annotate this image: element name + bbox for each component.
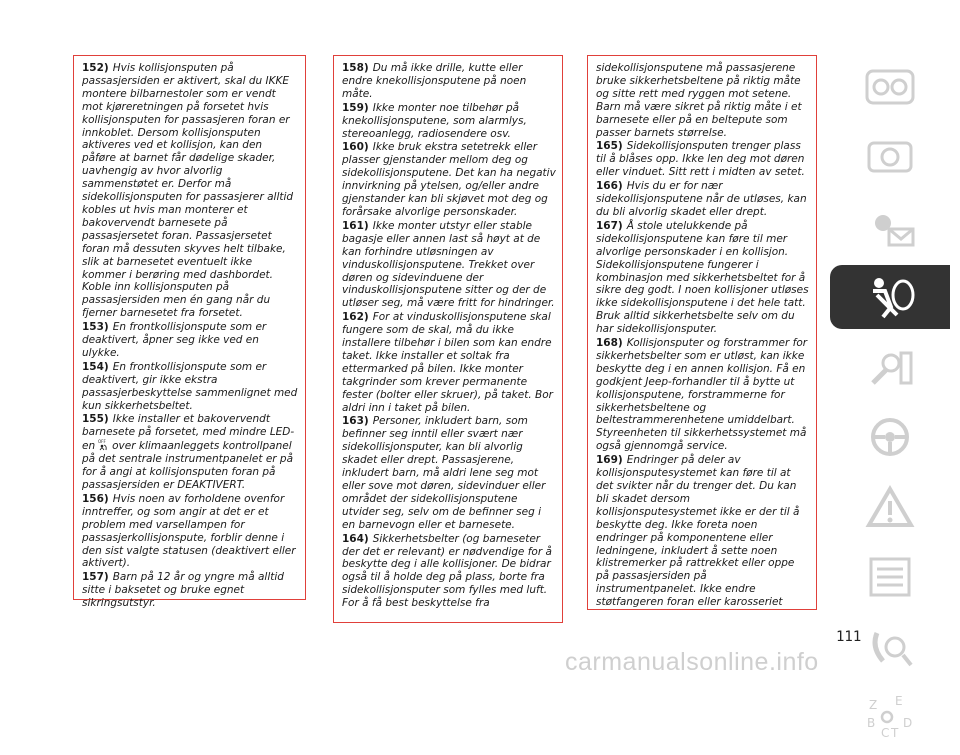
tab-starting[interactable] — [830, 335, 950, 399]
tab-driving[interactable] — [830, 405, 950, 469]
note-168: 168) Kollisjonsputer og forstrammer for sikkerhetsbelter som er utløst, kan ikke beskytte deg i en annen kollisjon. Få en godkjent Jeep-forhandler til å bytte ut kollisjonsputene, forstrammerne for sikkerhetsbeltene og beltestrammerenhetene umiddelbart. Styreenheten til sikkerhetssystemet må også gjennomgå service. — [596, 337, 808, 453]
airbag-seatbelt-icon — [863, 273, 917, 321]
svg-text:D: D — [903, 716, 913, 730]
watermark: carmanualsonline.info — [565, 648, 819, 676]
phone-tools-icon — [863, 623, 917, 671]
note-152: 152) Hvis kollisjonsputen på passasjersiden er aktivert, skal du IKKE montere bilbarnestoler som er vendt mot kjøreretningen på forsetet hvis kollisjonsputen for passasjeren foran er innkoblet. Dersom kollisjonsputen aktiveres ved et kollisjon, kan den påføre at barnet får dødelige skader, uavhengig av hvor alvorlig sammenstøtet er. Derfor må sidekollisjonsputen for passasjerer alltid kobles ut hvis man monterer et bakovervendt barnesete på passasjersetet foran. Passasjersetet foran må dessuten skyves helt tilbake, slik at barnesetet eventuelt ikke kommer i berøring med dashbordet. Koble inn kollisjonsputen på passasjersiden men én gang når du fjerner barnesetet fra forsetet. — [82, 62, 294, 320]
note-164-continued: sidekollisjonsputene må passasjerene bruke sikkerhetsbeltene på riktig måte og sitte rett med ryggen mot setene. Barn må være sikret på riktig måte i et barnesete eller på en beltepute som passer barnets størrelse. — [596, 62, 802, 139]
warning-triangle-icon — [863, 483, 917, 531]
svg-text:Z: Z — [869, 698, 878, 712]
tab-safety[interactable] — [830, 265, 950, 329]
svg-text:C: C — [881, 726, 890, 740]
steering-wheel-icon — [863, 133, 917, 181]
wrench-fuel-icon — [863, 343, 917, 391]
note-156: 156) Hvis noen av forholdene ovenfor inntreffer, og som angir at det er et problem med varsellampen for passasjerkollisjonspute, forblir denne i den sist valgte statusen (deaktivert eller aktivert). — [82, 492, 296, 570]
car-dashboard-icon — [863, 63, 917, 111]
checklist-icon — [863, 553, 917, 601]
tab-maintenance[interactable] — [830, 545, 950, 609]
note-166: 166) Hvis du er for nær sidekollisjonsputene når de utløses, kan du bli alvorlig skadet eller drept. — [596, 180, 807, 218]
notes-column-2 — [333, 55, 563, 623]
note-155: 155) Ikke installer et bakovervendt barnesete på forsetet, med mindre LED- en OFF over klimaanleggets kontrollpanel på det sentrale instrumentpanelet er på for å angi at kollisjonsputen foran på passasjersiden er DEAKTIVERT. — [82, 413, 295, 491]
note-162: 162) For at vinduskollisjonsputene skal fungere som de skal, må du ikke installere tilbehør i bilen som kan endre taket. Ikke installer et soltak fra ettermarked på bilen. Ikke monter takgrinder som krever permanente fester (bolter eller skruer), på taket. Bor aldri inn i taket på bilen. — [342, 311, 553, 414]
note-164: 164) Sikkerhetsbelter (og barneseter der det er relevant) er nødvendige for å beskytte deg i alle kollisjoner. De bidrar også til å holde deg på plass, borte fra sidekollisjonsputer som fylles med luft. For å få best beskyttelse fra — [342, 532, 552, 610]
svg-text:T: T — [891, 726, 899, 740]
note-163: 163) Personer, inkludert barn, som befinner seg inntil eller svært nær sidekollisjonsputer, kan bli alvorlig skadet eller drept. Passasjerene, inkludert barn, må aldri lene seg mot eller sove mot døren, sidevinduer eller området der sidekollisjonsputene utvider seg, selv om de befinner seg i en barnevogn eller et barnesete. — [342, 415, 546, 531]
note-154: 154) En frontkollisjonspute som er deaktivert, gir ikke ekstra passasjerbeskyttelse sammenlignet med kun sikkerhetsbeltet. — [82, 360, 298, 412]
note-158: 158) Du må ikke drille, kutte eller endre knekollisjonsputene på noen måte. — [342, 62, 527, 100]
note-157: 157) Barn på 12 år og yngre må alltid sitte i baksetet og bruke egnet sikringsutstyr. — [82, 571, 284, 610]
tab-multimedia[interactable] — [830, 615, 950, 679]
tab-controls[interactable] — [830, 125, 950, 189]
page-number: 111 — [836, 629, 862, 645]
alphabet-index-icon — [863, 693, 917, 741]
tab-index[interactable] — [830, 685, 950, 749]
note-161: 161) Ikke monter utstyr eller stable bagasje eller annen last så høyt at de kan forhindre utløsningen av vinduskollisjonsputene. Trekket over døren og sidevinduene der vinduskollisjonsputene sitter og der de utløser seg, må være fritt for hindringer. — [342, 219, 555, 310]
note-169: 169) Endringer på deler av kollisjonsputesystemet kan føre til at det svikter når du trenger det. Du kan bli skadet dersom kollisjonsputesystemet ikke er der til å beskytte deg. Ikke foreta noen endringer på komponentene eller ledningene, inkludert å sette noen klistremerker på rattrekket eller oppe på passasjersiden på instrumentpanelet. Ikke endre støtfangeren foran eller karosseriet — [596, 454, 800, 609]
sun-envelope-icon — [863, 203, 917, 251]
airbag-off-label: OFF — [98, 439, 106, 445]
note-159: 159) Ikke monter noe tilbehør på knekollisjonsputene, som alarmlys, stereoanlegg, radiosendere osv. — [342, 101, 527, 140]
svg-text:B: B — [867, 716, 876, 730]
note-160: 160) Ikke bruk ekstra setetrekk eller plasser gjenstander mellom deg og sidekollisjonsputene. Det kan ha negativ innvirkning på ytelsen, og/eller andre gjenstander kan bli skjøvet mot deg og forårsake alvorlige personskader. — [342, 141, 556, 218]
steering-wheel-icon — [863, 413, 917, 461]
chapter-sidebar — [830, 55, 960, 755]
note-153: 153) En frontkollisjonspute som er deaktivert, åpner seg ikke ved en ulykke. — [82, 321, 267, 359]
tab-emergency[interactable] — [830, 475, 950, 539]
tab-dashboard[interactable] — [830, 55, 950, 119]
notes-column-1 — [73, 55, 306, 610]
airbag-off-icon — [98, 439, 109, 451]
tab-lights[interactable] — [830, 195, 950, 259]
note-165: 165) Sidekollisjonsputen trenger plass til å blåses opp. Ikke len deg mot døren eller vinduet. Sitt rett i midten av setet. — [596, 140, 805, 179]
note-167: 167) Å stole utelukkende på sidekollisjonsputene kan føre til mer alvorlige personskader i en kollisjon. Sidekollisjonsputene fungerer i kombinasjon med sikkerhetsbeltet for å sikre deg godt. I noen kollisjoner utløses ikke sidekollisjonsputene i det hele tatt. Bruk alltid sikkerhetsbelte selv om du har sidekollisjonsputer. — [596, 219, 809, 336]
notes-column-3 — [587, 55, 817, 610]
svg-text:E: E — [895, 694, 903, 708]
